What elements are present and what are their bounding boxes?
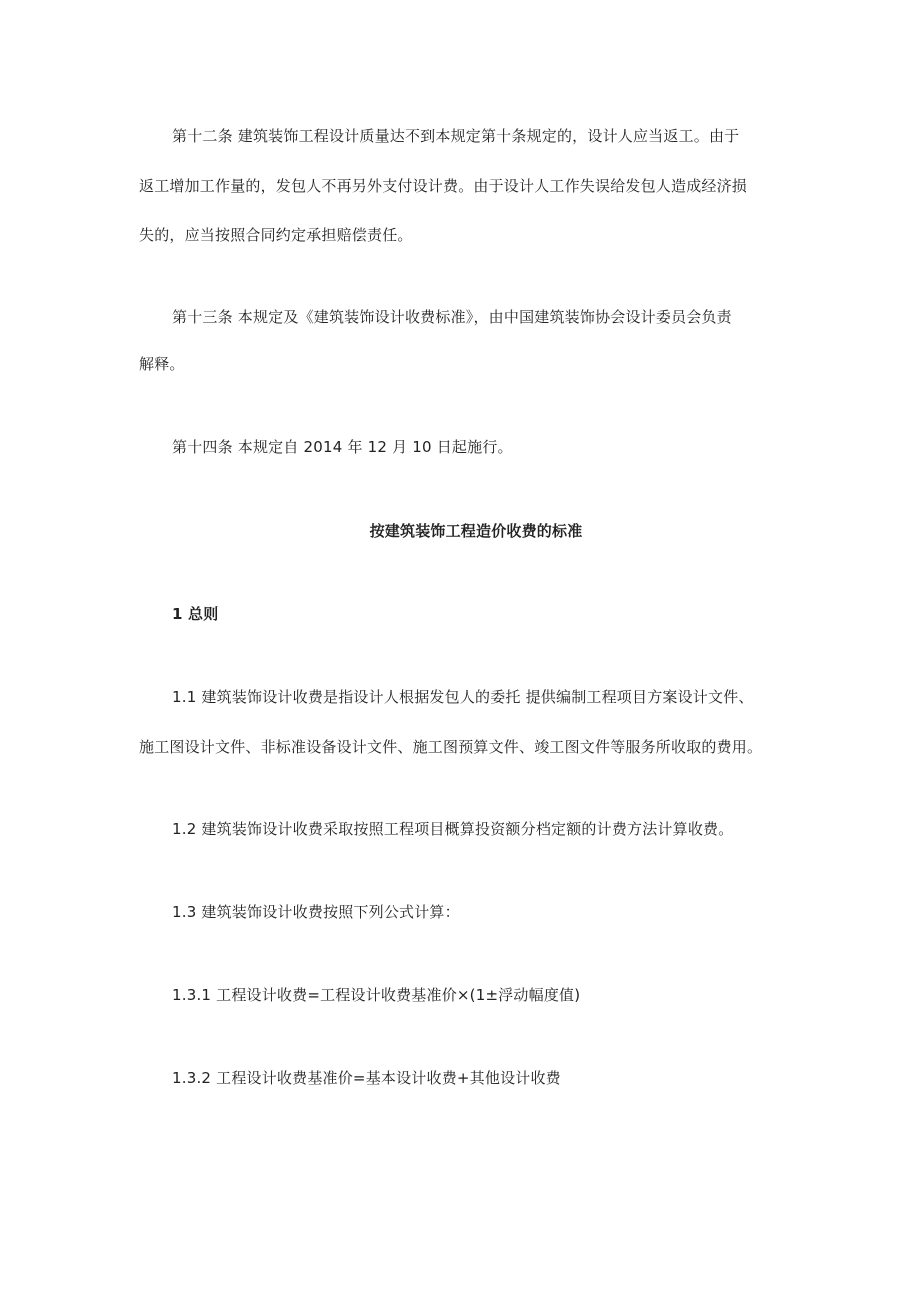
item-1-3-2: 1.3.2 工程设计收费基准价=基本设计收费+其他设计收费	[172, 1069, 561, 1087]
section-1-heading: 1 总则	[172, 605, 219, 623]
article-12-line-2: 返工增加工作量的，发包人不再另外支付设计费。由于设计人工作失误给发包人造成经济损	[139, 177, 748, 195]
item-1-3: 1.3 建筑装饰设计收费按照下列公式计算：	[172, 903, 460, 921]
item-1-2: 1.2 建筑装饰设计收费采取按照工程项目概算投资额分档定额的计费方法计算收费。	[172, 820, 734, 838]
article-14-line-1: 第十四条 本规定自 2014 年 12 月 10 日起施行。	[172, 438, 513, 456]
article-12-line-3: 失的，应当按照合同约定承担赔偿责任。	[139, 226, 413, 244]
item-1-1-line-2: 施工图设计文件、非标准设备设计文件、施工图预算文件、竣工图文件等服务所收取的费用。	[139, 738, 763, 756]
item-1-1-line-1: 1.1 建筑装饰设计收费是指设计人根据发包人的委托 提供编制工程项目方案设计文件、	[172, 688, 754, 706]
standard-title: 按建筑装饰工程造价收费的标准	[369, 522, 583, 540]
article-13-line-2: 解释。	[139, 355, 185, 373]
article-13-line-1: 第十三条 本规定及《建筑装饰设计收费标准》，由中国建筑装饰协会设计委员会负责	[172, 308, 732, 326]
item-1-3-1: 1.3.1 工程设计收费=工程设计收费基准价×(1±浮动幅度值)	[172, 986, 581, 1004]
article-12-line-1: 第十二条 建筑装饰工程设计质量达不到本规定第十条规定的，设计人应当返工。由于	[172, 127, 740, 145]
